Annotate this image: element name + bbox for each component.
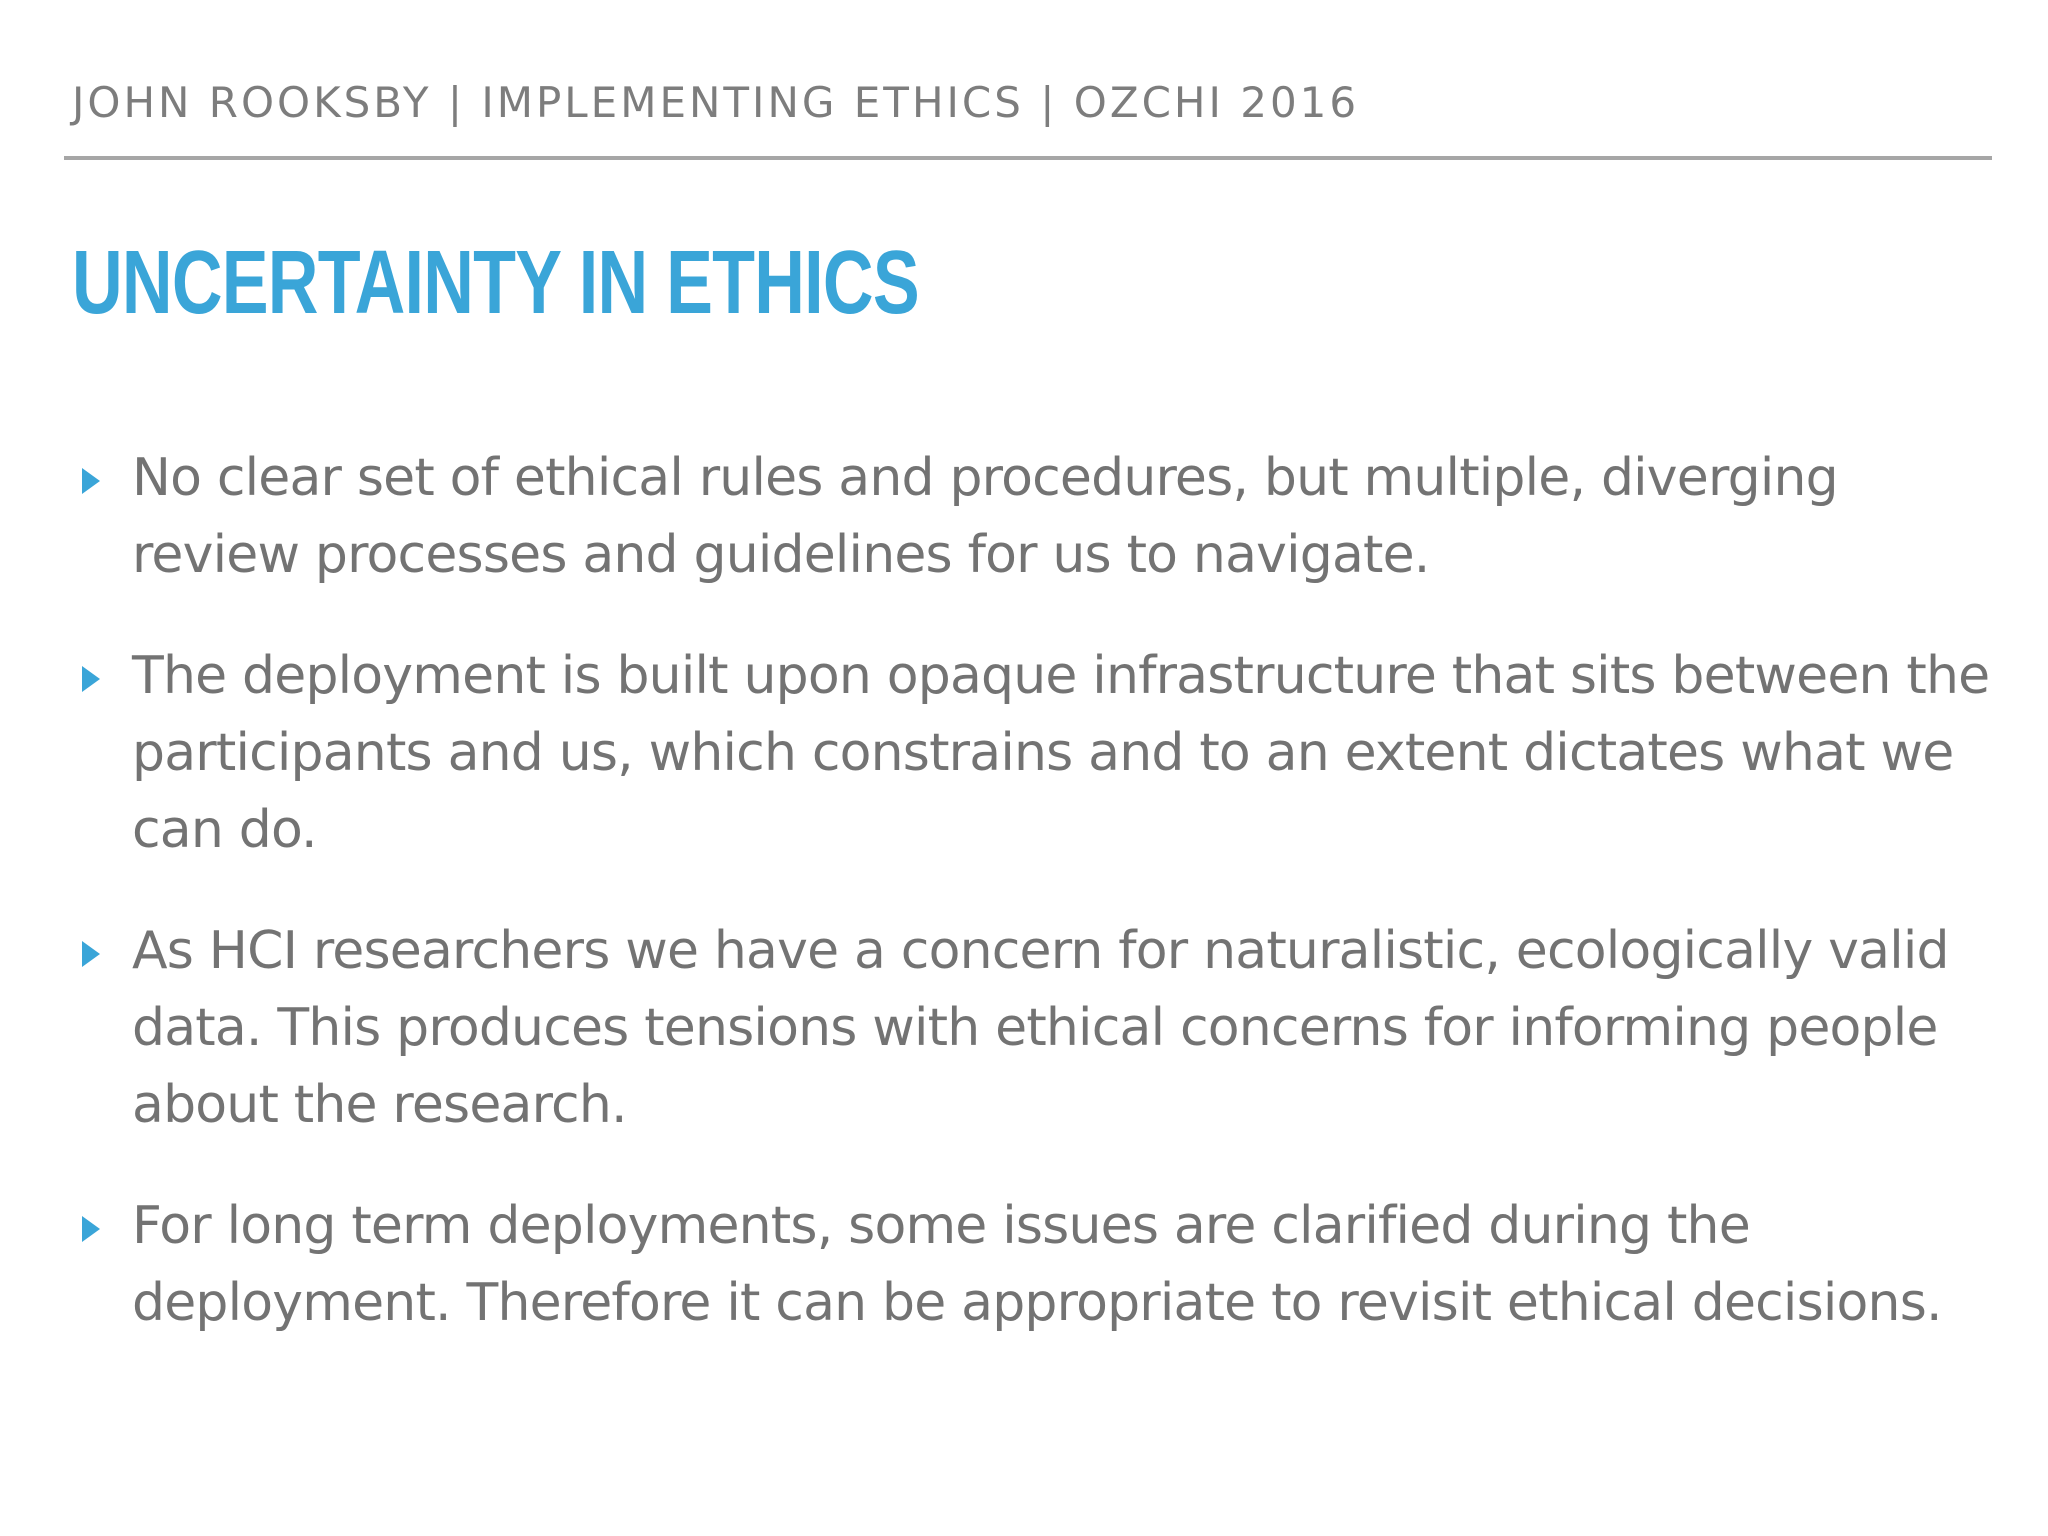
bullet-item: [78, 638, 1998, 869]
bullet-text: The deployment is built upon opaque infrastructure that sits between the participants and us, which constrains and to an extent dictates what we can do.: [132, 646, 1990, 860]
bullet-text: No clear set of ethical rules and procedures, but multiple, diverging review processes and guidelines for us to navigate.: [132, 448, 1838, 585]
header-divider: [64, 156, 1992, 160]
triangle-right-icon: [78, 913, 132, 990]
bullet-text: As HCI researchers we have a concern for naturalistic, ecologically valid data. This produces tensions with ethical concerns for informing people about the research.: [132, 921, 1949, 1135]
bullet-item: [78, 913, 1998, 1144]
slide-title: UNCERTAINTY IN ETHICS: [72, 233, 919, 333]
bullet-list: [78, 440, 1998, 1386]
bullet-text: For long term deployments, some issues are clarified during the deployment. Therefore it can be appropriate to revisit ethical decisions.: [132, 1196, 1942, 1333]
slide-header: JOHN ROOKSBY | IMPLEMENTING ETHICS | OZCHI 2016: [72, 78, 1360, 127]
triangle-right-icon: [78, 1188, 132, 1265]
triangle-right-icon: [78, 638, 132, 715]
bullet-item: [78, 440, 1998, 594]
triangle-right-icon: [78, 440, 132, 517]
bullet-item: [78, 1188, 1998, 1342]
